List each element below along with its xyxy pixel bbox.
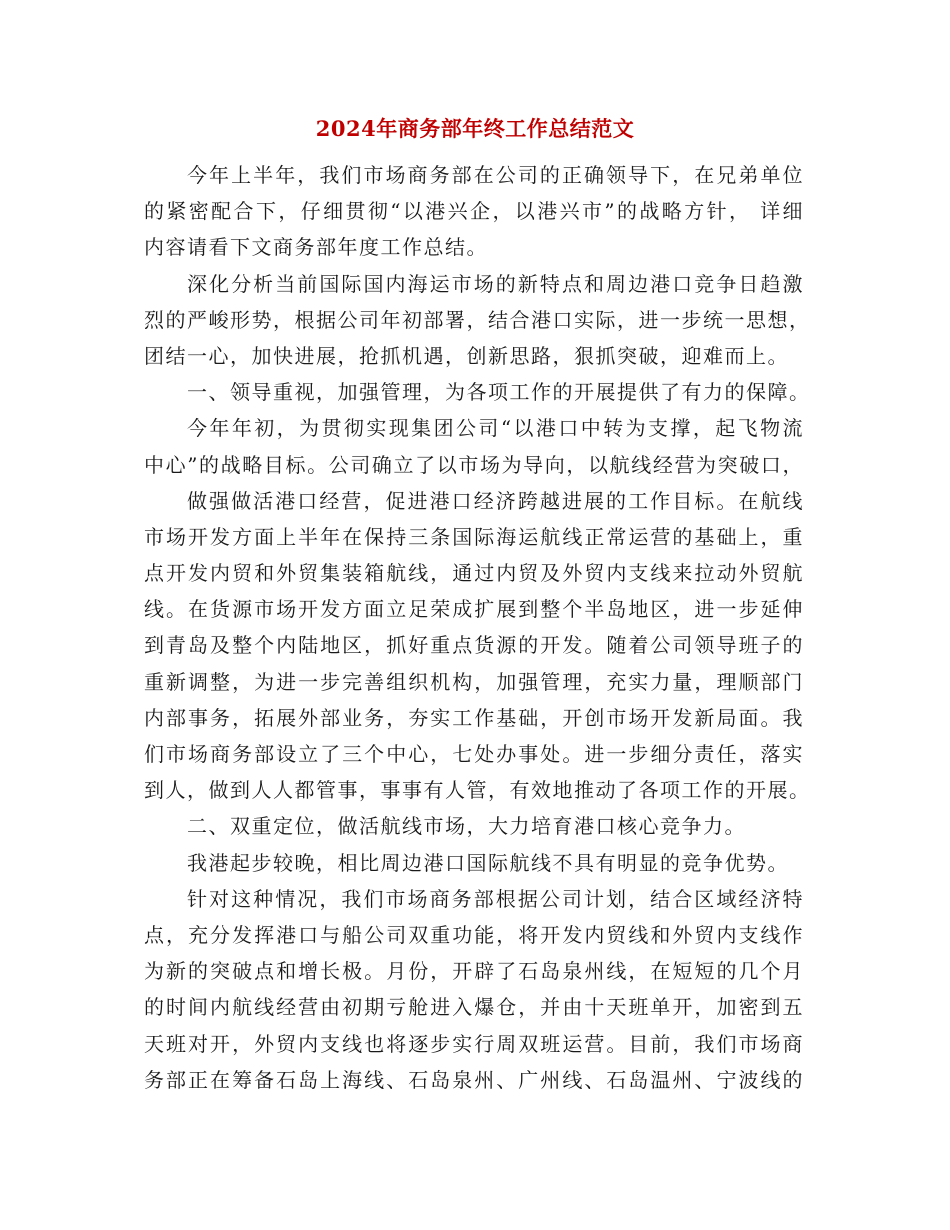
text-line: 到人，做到人人都管事，事事有人管，有效地推动了各项工作的开展。 [144, 778, 811, 803]
text-line: 我港起步较晚，相比周边港口国际航线不具有明显的竞争优势。 [187, 850, 789, 875]
text-line: 点，充分发挥港口与船公司双重功能，将开发内贸线和外贸内支线作 [144, 922, 804, 947]
text-line: 到青岛及整个内陆地区，抓好重点货源的开发。随着公司领导班子的 [144, 633, 804, 658]
text-line: 今年上半年，我们市场商务部在公司的正确领导下，在兄弟单位 [187, 163, 804, 187]
document-title: 2024年商务部年终工作总结范文 [315, 116, 635, 141]
text-line: 今年年初，为贯彻实现集团公司“以港口中转为支撑，起飞物流 [187, 416, 804, 441]
text-line: 深化分析当前国际国内海运市场的新特点和周边港口竞争日趋激 [187, 271, 804, 296]
text-line: 团结一心，加快进展，抢抓机遇，创新思路，狠抓突破，迎难而上。 [144, 343, 789, 368]
text-line: 点开发内贸和外贸集装箱航线，通过内贸及外贸内支线来拉动外贸航 [144, 561, 804, 586]
text-line: 的紧密配合下，仔细贯彻“以港兴企，以港兴市”的战略方针， 详细 [144, 199, 804, 224]
text-line: 的时间内航线经营由初期亏舱进入爆仓，并由十天班单开，加密到五 [144, 995, 804, 1020]
text-line: 天班对开，外贸内支线也将逐步实行周双班运营。目前，我们市场商 [144, 1031, 804, 1056]
text-line: 烈的严峻形势，根据公司年初部署，结合港口实际，进一步统一思想， [144, 307, 811, 332]
text-line: 市场开发方面上半年在保持三条国际海运航线正常运营的基础上，重 [144, 524, 804, 549]
text-line: 针对这种情况，我们市场商务部根据公司计划，结合区域经济特 [187, 886, 804, 911]
text-line: 二、双重定位，做活航线市场，大力培育港口核心竞争力。 [187, 814, 746, 839]
document-body [144, 157, 811, 1098]
text-line: 为新的突破点和增长极。月份，开辟了石岛泉州线，在短短的几个月 [144, 959, 804, 984]
text-line: 一、领导重视，加强管理，为各项工作的开展提供了有力的保障。 [187, 380, 811, 405]
text-line: 中心”的战略目标。公司确立了以市场为导向，以航线经营为突破口， [144, 452, 804, 477]
text-line: 内部事务，拓展外部业务，夯实工作基础，开创市场开发新局面。我 [144, 705, 804, 730]
text-line: 做强做活港口经营，促进港口经济跨越进展的工作目标。在航线 [187, 488, 804, 513]
text-line: 线。在货源市场开发方面立足荣成扩展到整个半岛地区，进一步延伸 [144, 597, 804, 622]
text-line: 内容请看下文商务部年度工作总结。 [144, 235, 488, 260]
text-line: 们市场商务部设立了三个中心，七处办事处。进一步细分责任，落实 [144, 742, 804, 766]
text-line: 重新调整，为进一步完善组织机构，加强管理，充实力量，理顺部门 [144, 669, 804, 694]
text-line: 务部正在筹备石岛上海线、石岛泉州、广州线、石岛温州、宁波线的 [144, 1067, 804, 1092]
